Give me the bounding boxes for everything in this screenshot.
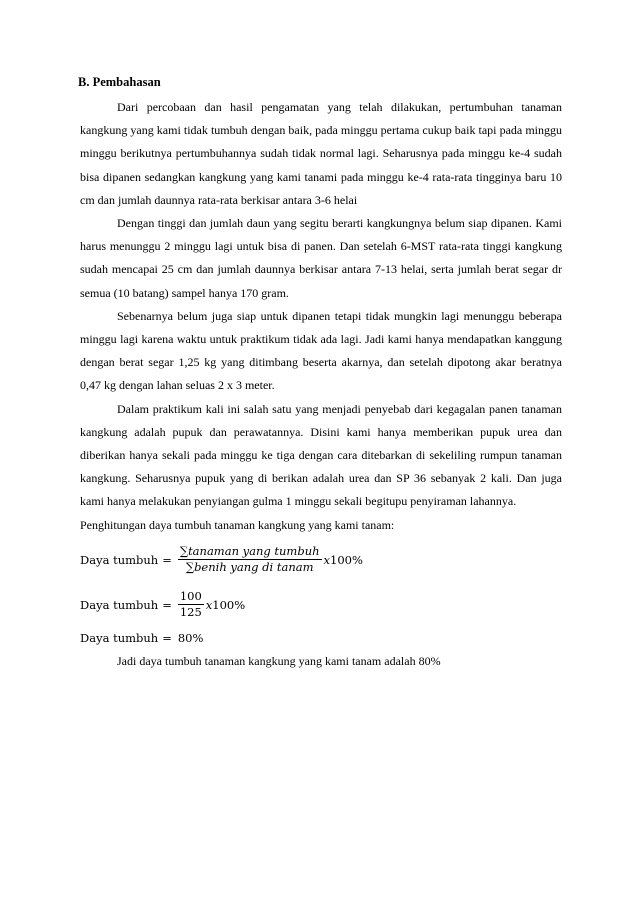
formula-numerator-text: tanaman yang tumbuh [188, 544, 320, 559]
formula-equals: = [162, 552, 172, 567]
substitution-line [80, 585, 562, 625]
formula-denominator [184, 560, 316, 575]
document-content [80, 73, 562, 671]
substitution-denominator: 125 [179, 605, 202, 620]
paragraph-3: Sebenarnya belum juga siap untuk dipanen tetapi tidak mungkin lagi menunggu beberapa minggu lagi karena waktu untuk praktikum tidak ada lagi. Jadi kami hanya mendapatkan kanggung dengan berat segar 1,25 kg yang ditimbang beserta akarnya, dan setelah dipotong akar beratnya 0,47 kg dengan lahan seluas 2 x 3 meter. [80, 308, 562, 393]
sigma-symbol-bottom: ∑ [185, 560, 195, 575]
substitution-numerator: 100 [179, 589, 202, 604]
multiplier-value: 100% [212, 597, 246, 612]
substitution-equals: = [162, 597, 172, 612]
substitution-label: Daya tumbuh [80, 597, 159, 612]
result-value: 80% [177, 630, 204, 645]
formula-denominator-text: benih yang di tanam [194, 560, 314, 575]
substitution-fraction [178, 589, 204, 620]
paragraph-2: Dengan tinggi dan jumlah daun yang segitu berarti kangkungnya belum siap dipanen. Kami harus menunggu 2 minggu lagi untuk bisa di panen. Dan setelah 6-MST rata-rata tinggi kangkung sudah mencapai 25 cm dan jumlah daunnya berkisar antara 7-13 helai, serta jumlah berat segar dr semua (10 batang) sampel hanya 170 gram. [80, 216, 562, 300]
formula-fraction [178, 544, 322, 575]
formula-multiplier [324, 553, 363, 567]
conclusion-text: Jadi daya tumbuh tanaman kangkung yang kami tanam adalah 80% [117, 653, 441, 668]
calculation-intro: Penghitungan daya tumbuh tanaman kangkung yang kami tanam: [80, 517, 395, 532]
paragraph-1: Dari percobaan dan hasil pengamatan yang telah dilakukan, pertumbuhan tanaman kangkung yang kami tidak tumbuh dengan baik, pada minggu pertama cukup baik tapi pada minggu minggu berikutnya pertumbuhannya sudah tidak normal lagi. Seharusnya pada minggu ke-4 sudah bisa dipanen sedangkan kangkung yang kami tanami pada minggu ke-4 rata-rata tingginya baru 10 cm dan jumlah daunnya rata-rata berkisar antara 3-6 helai [80, 100, 562, 207]
multiplier-x: x [205, 597, 213, 612]
result-equals: = [162, 630, 172, 645]
multiplier-value: 100% [330, 552, 363, 567]
formula-label: Daya tumbuh [80, 552, 159, 567]
paragraph-4: Dalam praktikum kali ini salah satu yang menjadi penyebab dari kegagalan panen tanaman kangkung adalah pupuk dan perawatannya. Disini kami hanya memberikan pupuk urea dan diberikan hanya sekali pada minggu ke tiga dengan cara ditebarkan di sekeliling rumpun tanaman kangkung. Seharusnya pupuk yang di berikan adalah urea dan SP 36 sebanyak 2 kali. Dan juga kami hanya melakukan penyiangan gulma 1 minggu sekali begitupu penyiraman lahannya. [80, 401, 562, 509]
multiplier-x: x [323, 552, 331, 567]
formula-line [80, 539, 562, 581]
formula-numerator [178, 544, 322, 559]
result-label: Daya tumbuh [80, 630, 159, 645]
result-line [80, 627, 562, 649]
substitution-multiplier [206, 598, 245, 612]
section-heading: B. Pembahasan [78, 75, 161, 89]
sigma-symbol-top: ∑ [179, 544, 189, 559]
